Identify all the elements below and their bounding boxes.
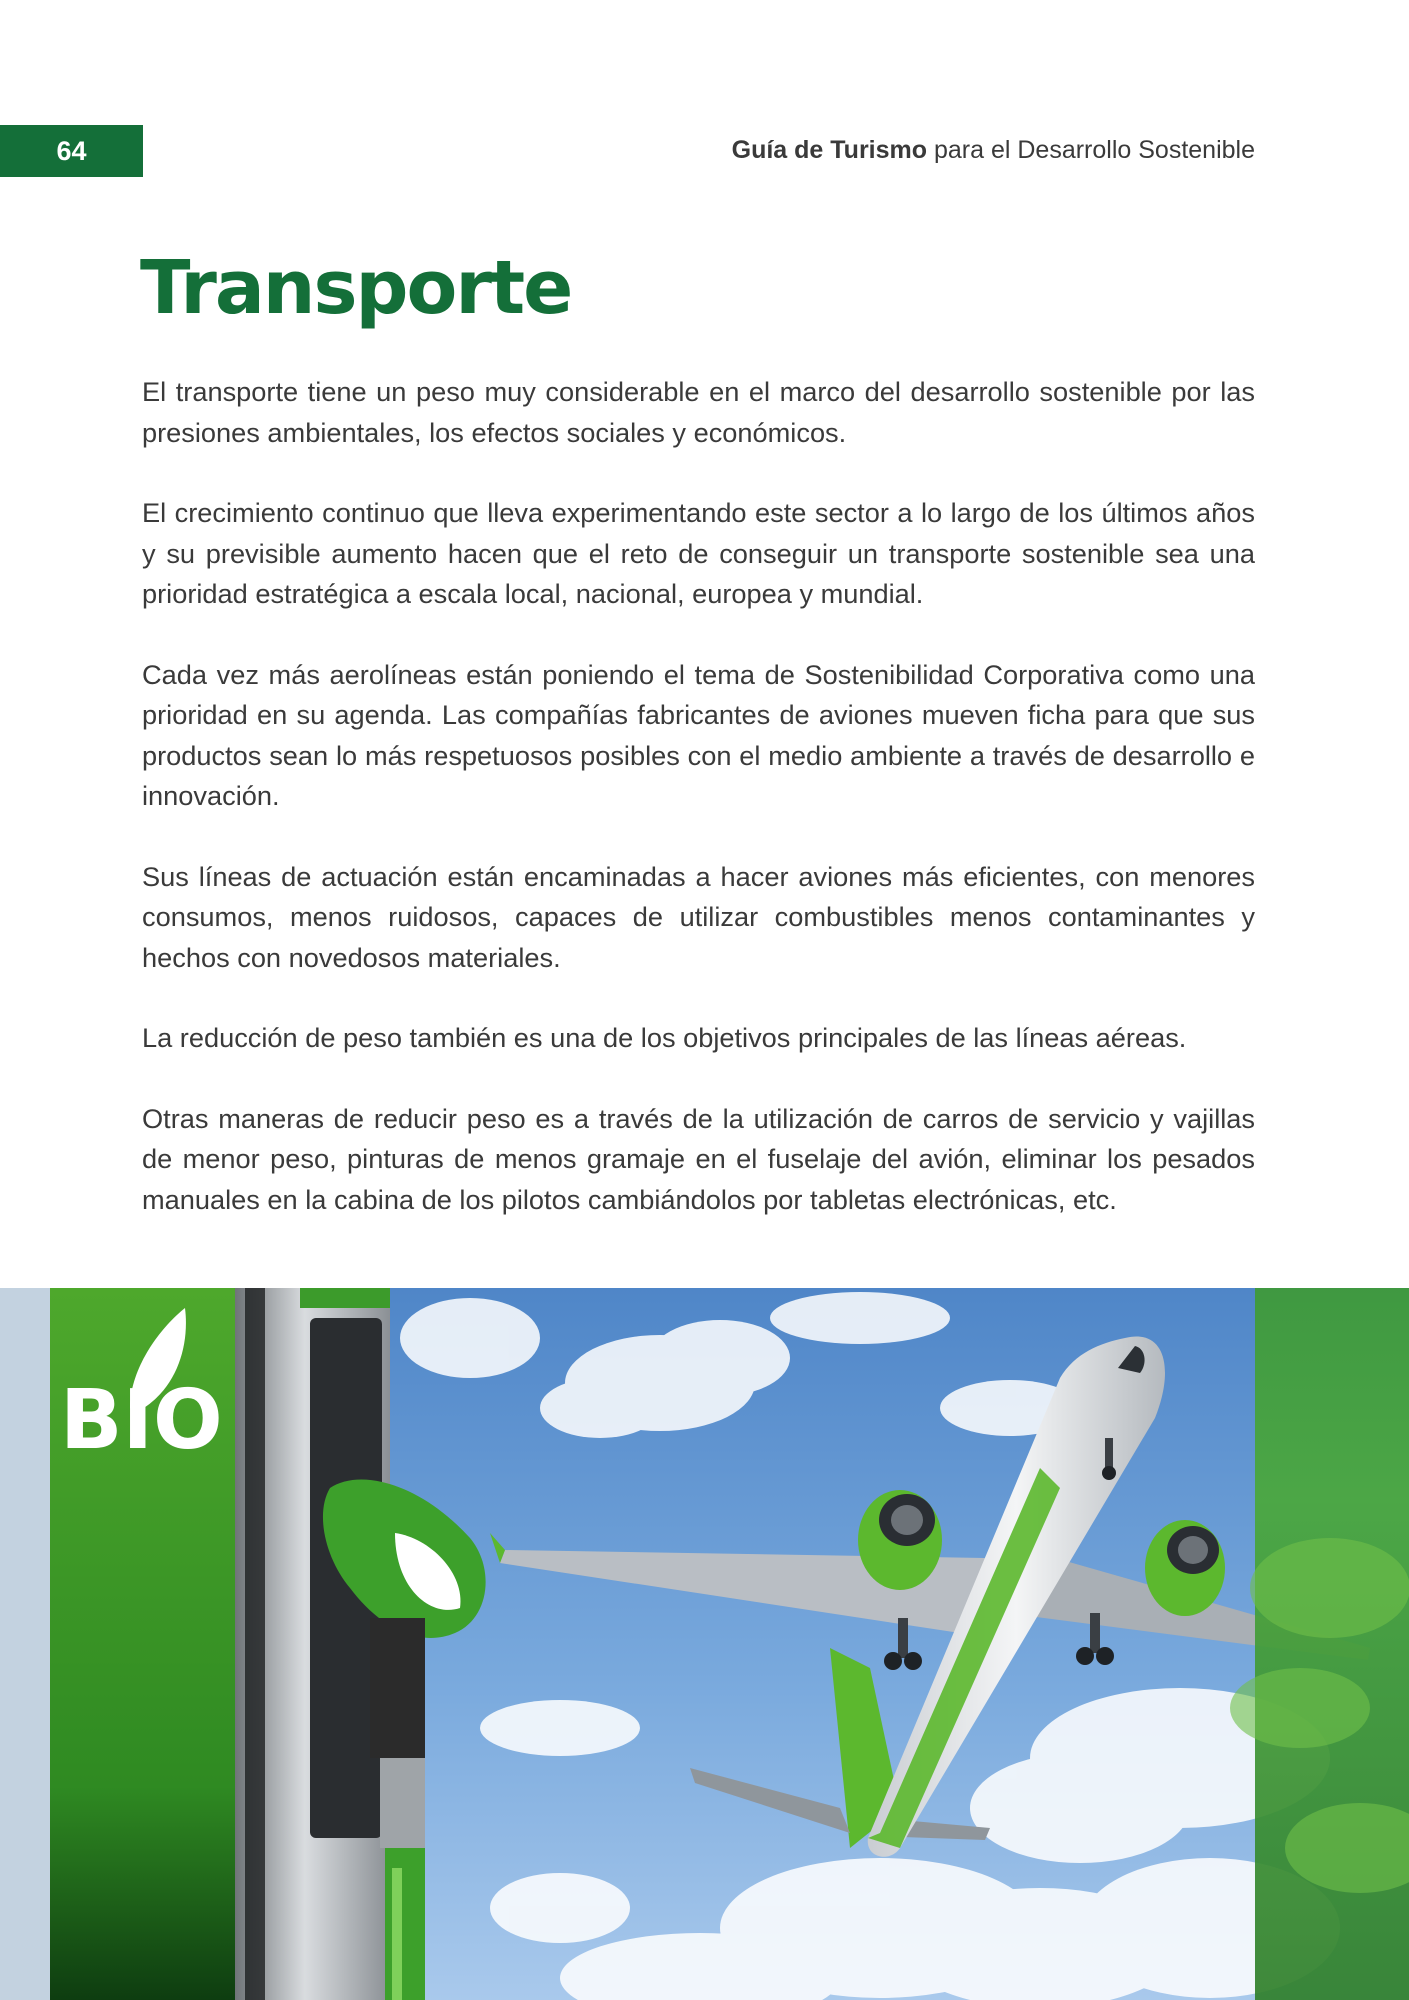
right-green-strip xyxy=(1255,1288,1409,2000)
body-text xyxy=(142,372,1255,1260)
section-title: Transporte xyxy=(140,245,572,331)
guide-title-rest: para el Desarrollo Sostenible xyxy=(927,136,1255,164)
paragraph-4: Sus líneas de actuación están encaminadas a hacer aviones más eficientes, con menores consumos, menos ruidosos, capaces de utilizar combustibles menos contaminantes y hechos con novedosos materiales. xyxy=(142,860,1255,973)
guide-title-bold: Guía de Turismo xyxy=(731,136,928,164)
left-edge xyxy=(0,1288,50,2000)
running-header xyxy=(732,136,1255,165)
paragraph-3: Cada vez más aerolíneas están poniendo el tema de Sostenibilidad Corporativa como una prioridad en su agenda. Las compañías fabricantes de aviones mueven ficha para que sus productos sean lo más respetuosos posibles con el medio ambiente a través de desarrollo e innovación. xyxy=(142,658,1255,811)
paragraph-5: La reducción de peso también es una de los objetivos principales de las líneas aéreas. xyxy=(142,1022,1187,1053)
paragraph-1: El transporte tiene un peso muy considerable en el marco del desarrollo sostenible por las presiones ambientales, los efectos sociales y económicos. xyxy=(142,376,1255,448)
bio-fuel-airplane-image xyxy=(0,1288,1409,2000)
paragraph-2: El crecimiento continuo que lleva experimentando este sector a lo largo de los últimos años y su previsible aumento hacen que el reto de conseguir un transporte sostenible sea una prioridad estratégica a escala local, nacional, europea y mundial. xyxy=(142,497,1255,609)
paragraph-6: Otras maneras de reducir peso es a través de la utilización de carros de servicio y vajillas de menor peso, pinturas de menos gramaje en el fuselaje del avión, eliminar los pesados manuales en la cabina de los pilotos cambiándolos por tabletas electrónicas, etc. xyxy=(142,1102,1255,1215)
page-number: 64 xyxy=(0,125,143,177)
bio-label: BIO xyxy=(60,1373,223,1468)
